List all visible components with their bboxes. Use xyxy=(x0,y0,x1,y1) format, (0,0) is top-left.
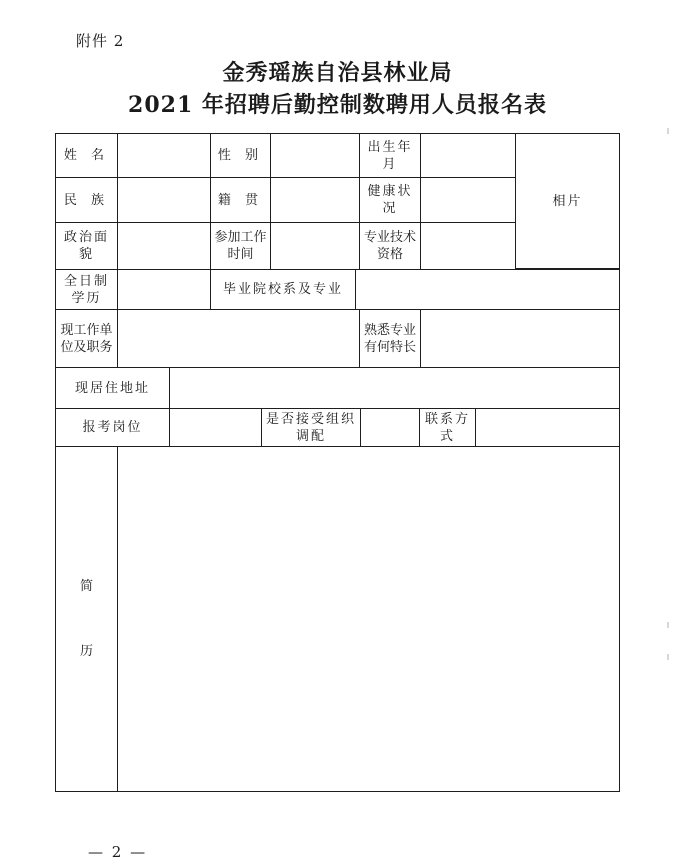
specialty-label: 熟悉专业有何特长 xyxy=(359,309,421,368)
specialty-field[interactable] xyxy=(420,309,620,368)
registration-form-table xyxy=(55,133,620,792)
political-status-label: 政治面貌 xyxy=(55,222,118,270)
photo-box[interactable]: 相片 xyxy=(515,133,620,269)
document-title-line2: 2021 年招聘后勤控制数聘用人员报名表 xyxy=(128,92,547,118)
native-place-field[interactable] xyxy=(270,177,360,223)
health-label: 健康状况 xyxy=(359,177,421,223)
address-label: 现居住地址 xyxy=(55,367,170,409)
name-field[interactable] xyxy=(117,133,211,178)
professional-title-field[interactable] xyxy=(420,222,516,270)
accept-adjust-label: 是否接受组织调配 xyxy=(261,408,361,447)
gender-field[interactable] xyxy=(270,133,360,178)
current-work-field[interactable] xyxy=(117,309,360,368)
ethnicity-label: 民 族 xyxy=(55,177,118,223)
political-status-field[interactable] xyxy=(117,222,211,270)
attachment-label: 附件 2 xyxy=(76,32,125,50)
address-field[interactable] xyxy=(169,367,620,409)
resume-field[interactable] xyxy=(117,446,620,792)
native-place-label: 籍 贯 xyxy=(210,177,271,223)
current-work-label: 现工作单位及职务 xyxy=(55,309,118,368)
scan-mark xyxy=(667,622,669,628)
work-start-field[interactable] xyxy=(270,222,360,270)
professional-title-label: 专业技术资格 xyxy=(359,222,421,270)
contact-label: 联系方式 xyxy=(419,408,476,447)
scan-mark xyxy=(667,654,669,660)
contact-field[interactable] xyxy=(475,408,620,447)
resume-label xyxy=(55,446,118,792)
scan-mark xyxy=(667,128,669,134)
position-label: 报考岗位 xyxy=(55,408,170,447)
fulltime-edu-field[interactable] xyxy=(117,269,211,310)
school-major-label: 毕业院校系及专业 xyxy=(210,269,356,310)
health-field[interactable] xyxy=(420,177,516,223)
document-title-line1: 金秀瑶族自治县林业局 xyxy=(222,60,453,86)
school-major-field[interactable] xyxy=(355,269,620,310)
accept-adjust-field[interactable] xyxy=(360,408,420,447)
position-field[interactable] xyxy=(169,408,262,447)
work-start-label: 参加工作时间 xyxy=(210,222,271,270)
resume-label-char-2: 历 xyxy=(79,644,93,659)
resume-label-char-1: 简 xyxy=(79,579,93,594)
birth-field[interactable] xyxy=(420,133,516,178)
fulltime-edu-label: 全日制学历 xyxy=(55,269,118,310)
gender-label: 性 别 xyxy=(210,133,271,178)
name-label: 姓 名 xyxy=(55,133,118,178)
page-number: — 2 — xyxy=(88,843,148,861)
ethnicity-field[interactable] xyxy=(117,177,211,223)
birth-label: 出生年月 xyxy=(359,133,421,178)
